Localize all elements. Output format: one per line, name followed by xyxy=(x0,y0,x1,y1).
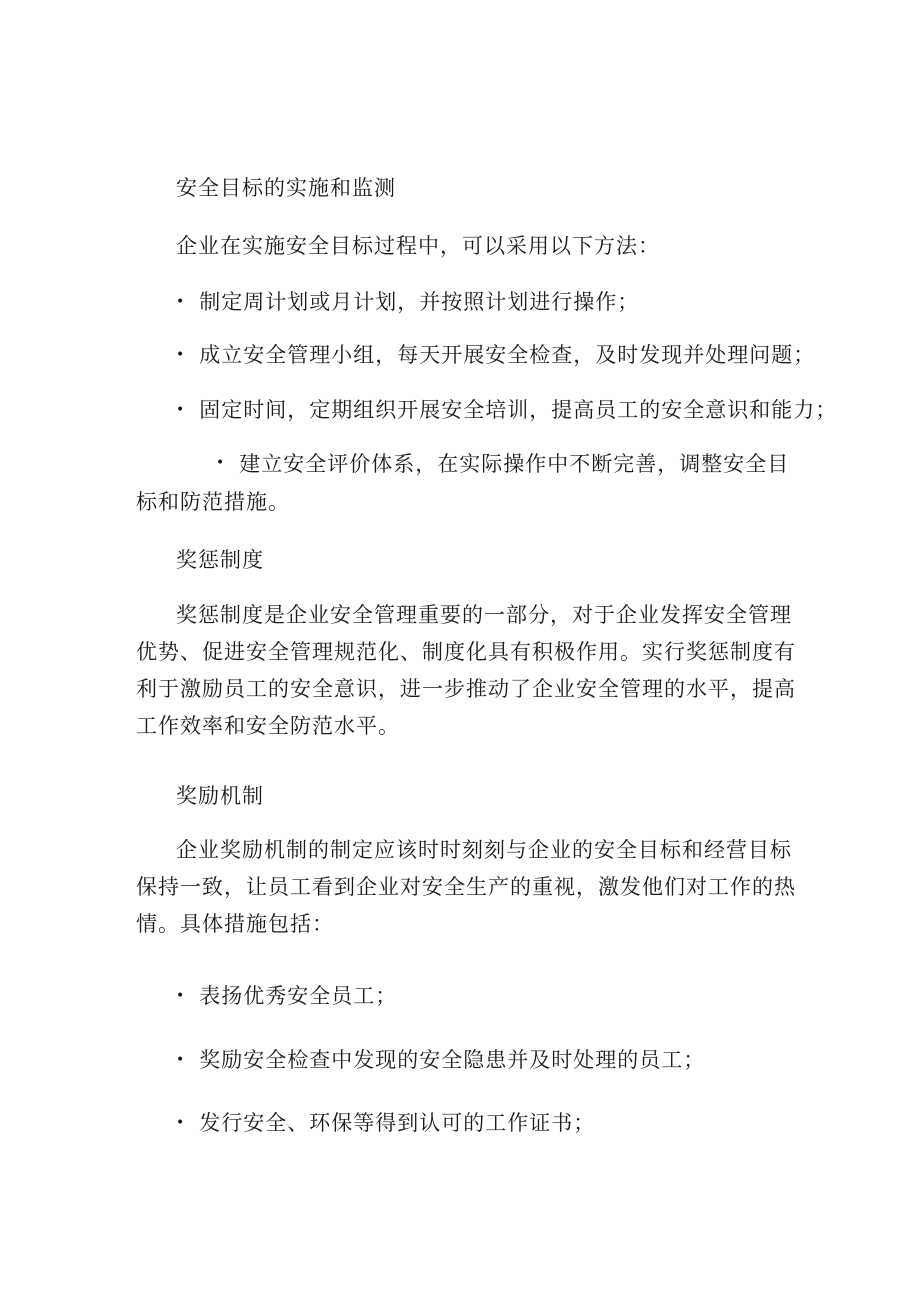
list-item xyxy=(136,446,804,521)
section-heading-incentive-mechanism: 奖励机制 xyxy=(176,784,264,808)
bullet-icon: • xyxy=(176,1051,186,1068)
section-heading-rewards-penalties: 奖惩制度 xyxy=(176,548,264,572)
list-item xyxy=(176,1050,705,1071)
list-item-text: 制定周计划或月计划，并按照计划进行操作； xyxy=(199,290,640,314)
list-item-text: 成立安全管理小组，每天开展安全检查，及时发现并处理问题； xyxy=(199,343,816,367)
list-item-text: 表扬优秀安全员工； xyxy=(199,984,398,1008)
paragraph-incentive-mechanism: 企业奖励机制的制定应该时时刻刻与企业的安全目标和经营目标保持一致，让员工看到企业对安全生产的重视，激发他们对工作的热情。具体措施包括： xyxy=(136,838,796,936)
list-item-text: 固定时间，定期组织开展安全培训，提高员工的安全意识和能力； xyxy=(199,398,838,422)
bullet-icon: • xyxy=(216,455,226,471)
list-item xyxy=(176,345,815,366)
bullet-icon: • xyxy=(176,1114,186,1131)
paragraph-rewards-penalties: 奖惩制度是企业安全管理重要的一部分，对于企业发挥安全管理优势、促进安全管理规范化、制度化具有积极作用。实行奖惩制度有利于激励员工的安全意识，进一步推动了企业安全管理的水平，提高工作效率和安全防范水平。 xyxy=(136,603,796,738)
intro-text: 企业在实施安全目标过程中，可以采用以下方法： xyxy=(176,234,660,258)
list-item xyxy=(176,400,837,421)
bullet-icon: • xyxy=(176,346,186,363)
list-item xyxy=(176,292,639,313)
list-item-text: 发行安全、环保等得到认可的工作证书； xyxy=(199,1111,596,1135)
bullet-icon: • xyxy=(176,987,186,1004)
bullet-icon: • xyxy=(176,293,186,310)
section-heading-safety-goals: 安全目标的实施和监测 xyxy=(176,176,396,200)
list-item-text: 奖励安全检查中发现的安全隐患并及时处理的员工； xyxy=(199,1048,706,1072)
list-item-text: 建立安全评价体系，在实际操作中不断完善，调整安全目标和防范措施。 xyxy=(136,452,790,514)
bullet-icon: • xyxy=(176,401,186,418)
list-item xyxy=(176,986,397,1007)
list-item xyxy=(176,1113,595,1134)
